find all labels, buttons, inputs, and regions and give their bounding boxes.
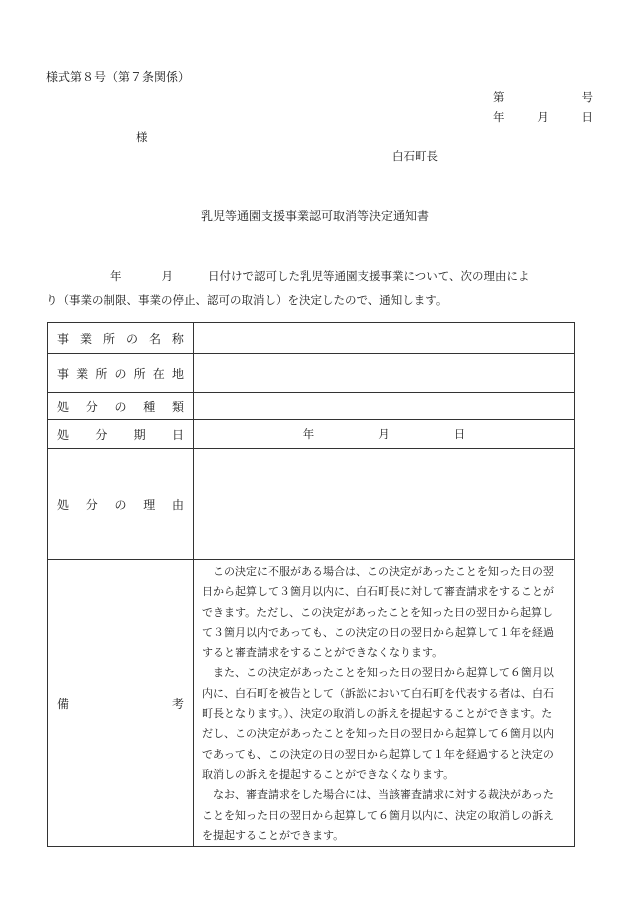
- document-number: [493, 89, 593, 105]
- doc-date-year: 年: [493, 110, 505, 124]
- disposition-type-field[interactable]: [194, 393, 575, 420]
- period-month: 月: [378, 427, 390, 441]
- label-disposition-type: 処 分 の 種 類: [57, 399, 184, 414]
- details-table: [47, 322, 575, 847]
- document-title: 乳児等通園支援事業認可取消等決定通知書: [200, 209, 429, 223]
- table-row-disposition-type: [48, 393, 575, 420]
- table-row-business-name: [48, 323, 575, 354]
- document-date: [493, 109, 593, 125]
- period-year: 年: [302, 427, 315, 441]
- doc-number-prefix: 第: [493, 90, 505, 104]
- business-name-field[interactable]: [194, 323, 575, 354]
- label-business-address: 事 業 所 の 所 在 地: [57, 366, 184, 381]
- label-business-name: 事 業 所 の 名 称: [57, 331, 184, 346]
- intro-year: 年: [110, 269, 122, 283]
- doc-date-month: 月: [537, 110, 549, 124]
- disposition-period-field[interactable]: [194, 420, 575, 449]
- issuer: 白石町長: [392, 149, 438, 163]
- addressee-suffix: 様: [136, 130, 148, 144]
- table-row-disposition-reason: [48, 449, 575, 560]
- remarks-paragraph-1: この決定に不服がある場合は、この決定があったことを知った日の翌 日から起算して３箇月以内に、白石町長に対して審査請求をすることが できます。ただし、この決定があったことを知った日の翌日から起算し て３箇月以内であっても、この決定の日の翌日から起算して１年を経過 すると審査請求をすることができなくなります。: [202, 565, 554, 660]
- intro-text: 日付けで認可した乳児等通園支援事業について、次の理由によ: [208, 269, 530, 283]
- period-day: 日: [453, 427, 466, 441]
- intro-text-line2: り（事業の制限、事業の停止、認可の取消し）を決定したので、通知します。: [46, 293, 448, 307]
- table-row-disposition-period: [48, 420, 575, 449]
- remarks-paragraph-2: また、この決定があったことを知った日の翌日から起算して６箇月以 内に、白石町を被告として（訴訟において白石町を代表する者は、白石 町長となります。）、決定の取消しの訴えを提起することができます。た だし、この決定があったことを知った日の翌日から起算して６箇月以内 であっても、この決定の日の翌日から起算して１年を経過すると決定の 取消しの訴えを提起することができなくなります。: [202, 666, 554, 781]
- intro-month: 月: [161, 269, 173, 283]
- table-row-business-address: [48, 354, 575, 393]
- remarks-text: [194, 560, 574, 846]
- table-row-remarks: [48, 560, 575, 847]
- intro-paragraph: [46, 264, 586, 312]
- form-number: 様式第８号（第７条関係）: [46, 70, 191, 84]
- label-disposition-period: 処 分 期 日: [57, 427, 184, 442]
- label-remarks: 備 考: [57, 696, 184, 711]
- doc-number-suffix: 号: [581, 90, 593, 104]
- business-address-field[interactable]: [194, 354, 575, 393]
- label-disposition-reason: 処 分 の 理 由: [57, 497, 184, 512]
- disposition-reason-field[interactable]: [194, 449, 575, 560]
- doc-date-day: 日: [581, 110, 593, 124]
- remarks-paragraph-3: なお、審査請求をした場合には、当該審査請求に対する裁決があった ことを知った日の翌日から起算して６箇月以内に、決定の取消しの訴え を提起することができます。: [202, 788, 554, 842]
